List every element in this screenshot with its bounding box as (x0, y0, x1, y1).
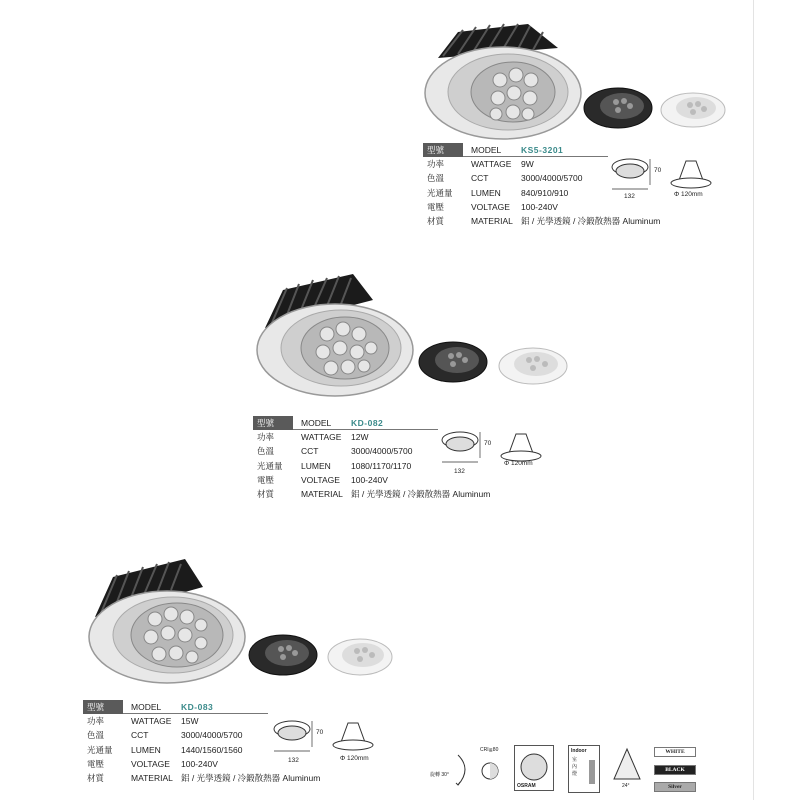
spec-label-en: WATTAGE (471, 159, 512, 170)
finish-white: WHITE (654, 747, 696, 757)
dim-height: 70 (316, 729, 324, 736)
spec-label-zh: 功率 (427, 159, 445, 170)
spec-row-wattage (423, 157, 608, 171)
black-variant (249, 635, 317, 675)
rotation-feature (430, 751, 474, 789)
spec-label-en: LUMEN (131, 744, 161, 755)
spec-label-zh: 色溫 (87, 730, 105, 741)
spec-value: 100-240V (521, 201, 558, 212)
led-chip-icon (514, 747, 554, 787)
indoor-icon (589, 760, 595, 784)
spec-label-zh: 色溫 (257, 446, 275, 457)
spec-row-voltage (253, 473, 438, 487)
indoor-label: Indoor (571, 748, 587, 754)
spec-label-en: CCT (471, 173, 489, 184)
spec-label-en: MODEL (301, 418, 332, 428)
spec-label-en: VOLTAGE (301, 474, 340, 485)
spec-row-cct (423, 171, 608, 185)
white-variant (661, 93, 725, 127)
finish-black: BLACK (654, 765, 696, 775)
spec-label-zh: 電壓 (427, 201, 445, 212)
spec-label-zh: 電壓 (257, 474, 275, 485)
spec-value: KD-082 (351, 418, 384, 428)
led-lenses (490, 68, 538, 120)
spec-value: 1440/1560/1560 (181, 744, 243, 755)
spec-value: 鋁 / 光學透鏡 / 冷鍛散熱器 Aluminum (181, 772, 321, 783)
spec-row-material (83, 771, 321, 785)
dim-height: 70 (484, 440, 492, 447)
spec-label-zh: 型號 (83, 700, 123, 714)
spec-row-lumen (423, 186, 608, 200)
spec-value: 1080/1170/1170 (351, 460, 412, 471)
cri-label: CRI≧80 (480, 747, 499, 753)
dim-height: 70 (654, 167, 662, 174)
product-photo-1 (418, 18, 728, 143)
spec-value: 100-240V (181, 758, 218, 769)
spec-label-zh: 色溫 (427, 173, 445, 184)
spec-label-zh: 電壓 (87, 758, 105, 769)
osram-label: OSRAM (517, 783, 536, 789)
spec-label-en: MATERIAL (301, 488, 343, 499)
spec-label-en: LUMEN (301, 460, 331, 471)
spec-row-lumen (253, 459, 438, 473)
spec-label-zh: 材質 (257, 488, 275, 499)
black-variant (584, 88, 652, 128)
spec-row-wattage (83, 714, 268, 728)
black-variant (419, 342, 487, 382)
product-photo-2 (253, 270, 573, 400)
spec-row-voltage (83, 757, 268, 771)
spec-label-en: MODEL (471, 145, 502, 155)
spec-label-zh: 型號 (423, 143, 463, 157)
dimension-drawing-1 (608, 155, 718, 207)
cri-feature (478, 747, 506, 789)
spec-row-model (423, 143, 608, 157)
spec-row-material (253, 487, 491, 501)
spec-label-zh: 材質 (87, 772, 105, 783)
spec-label-zh: 光通量 (87, 744, 113, 755)
spec-label-en: VOLTAGE (471, 201, 510, 212)
spec-value: KS5-3201 (521, 145, 564, 155)
spec-label-en: MODEL (131, 702, 162, 712)
spec-label-zh: 光通量 (257, 460, 283, 471)
dim-cutout: Φ 120mm (504, 460, 533, 467)
white-variant (499, 348, 567, 384)
spec-label-zh: 光通量 (427, 187, 453, 198)
dim-width: 132 (454, 468, 465, 475)
spec-label-en: WATTAGE (131, 716, 172, 727)
beam-angle-icon (610, 747, 644, 787)
spec-value: 3000/4000/5700 (351, 446, 413, 457)
beam-angle-feature (610, 747, 644, 791)
spec-value: 9W (521, 159, 534, 170)
spec-label-en: CCT (301, 446, 319, 457)
spec-value: 12W (351, 432, 369, 443)
indoor-feature (568, 745, 600, 793)
dim-width: 132 (624, 193, 635, 200)
rotation-icon (430, 751, 474, 789)
feature-legend (430, 745, 710, 795)
dimension-drawing-2 (438, 428, 548, 480)
spec-row-model (253, 416, 438, 430)
spec-label-en: MATERIAL (471, 215, 513, 226)
dim-cutout: Φ 120mm (674, 191, 703, 198)
dimension-drawing-3 (270, 717, 380, 769)
white-variant (328, 639, 392, 675)
finish-silver: Silver (654, 782, 696, 792)
spec-label-zh: 功率 (87, 716, 105, 727)
spec-row-lumen (83, 743, 268, 757)
rotation-label: 旋轉 30° (430, 772, 449, 778)
spec-row-cct (83, 728, 268, 742)
cri-icon (478, 755, 506, 791)
indoor-zh-label: 室內燈 (572, 757, 578, 777)
spec-value: 鋁 / 光學透鏡 / 冷鍛散熱器 Aluminum (521, 215, 661, 226)
spec-value: 840/910/910 (521, 187, 569, 198)
osram-feature (514, 745, 558, 793)
spec-value: 3000/4000/5700 (521, 173, 583, 184)
product-photo-3 (85, 555, 405, 685)
spec-label-en: MATERIAL (131, 772, 173, 783)
spec-label-zh: 材質 (427, 215, 445, 226)
spec-label-zh: 型號 (253, 416, 293, 430)
spec-value: 15W (181, 716, 199, 727)
spec-label-en: CCT (131, 730, 149, 741)
spec-value: 3000/4000/5700 (181, 730, 243, 741)
spec-value: 鋁 / 光學透鏡 / 冷鍛散熱器 Aluminum (351, 488, 491, 499)
spec-label-en: LUMEN (471, 187, 501, 198)
spec-row-material (423, 214, 661, 228)
dim-cutout: Φ 120mm (340, 755, 369, 762)
spec-row-voltage (423, 200, 608, 214)
spec-row-model (83, 700, 268, 714)
spec-row-wattage (253, 430, 438, 444)
dim-width: 132 (288, 757, 299, 764)
spec-value: 100-240V (351, 474, 388, 485)
spec-label-en: WATTAGE (301, 432, 342, 443)
beam-angle-label: 24° (622, 783, 630, 789)
spec-label-en: VOLTAGE (131, 758, 170, 769)
page-edge-line (753, 0, 754, 800)
spec-label-zh: 功率 (257, 432, 275, 443)
spec-row-cct (253, 444, 438, 458)
spec-value: KD-083 (181, 702, 214, 712)
